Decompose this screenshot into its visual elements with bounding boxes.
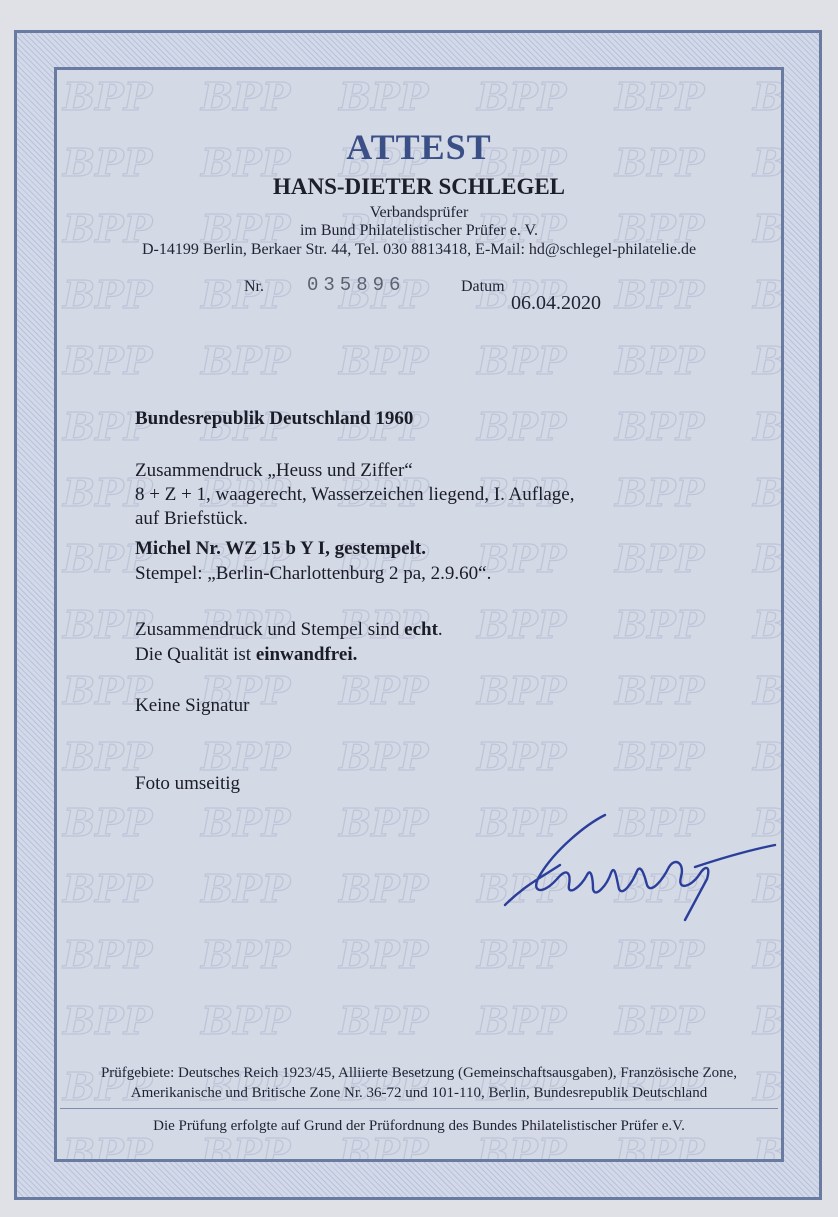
- certificate-number-label: Nr.: [244, 278, 264, 295]
- description-line-3: auf Briefstück.: [135, 508, 248, 529]
- certificate-title: ATTEST: [346, 127, 492, 167]
- date-value: 06.04.2020: [511, 292, 601, 314]
- certificate-number: 035896: [307, 274, 406, 296]
- signature-icon: [485, 805, 785, 925]
- examiner-role: Verbandsprüfer: [369, 204, 469, 221]
- examination-areas-line-1: Prüfgebiete: Deutsches Reich 1923/45, Alliierte Besetzung (Gemeinschaftsausgaben), Französische Zone,: [100, 1065, 738, 1081]
- signature-note: Keine Signatur: [135, 695, 250, 716]
- stamp-issue-heading: Bundesrepublik Deutschland 1960: [135, 408, 414, 429]
- examiner-name: HANS-DIETER SCHLEGEL: [272, 174, 566, 199]
- examination-areas-line-2: Amerikanische und Britische Zone Nr. 36-72 und 101-110, Berlin, Bundesrepublik Deutschland: [130, 1085, 708, 1101]
- verdict-text: Zusammendruck und Stempel sind: [135, 619, 405, 640]
- description-line-1: Zusammendruck „Heuss und Ziffer“: [135, 460, 413, 481]
- postmark-line: Stempel: „Berlin-Charlottenburg 2 pa, 2.9.60“.: [135, 563, 492, 584]
- quality-text: Die Qualität ist: [135, 644, 256, 665]
- regulation-note: Die Prüfung erfolgte auf Grund der Prüfordnung des Bundes Philatelistischer Prüfer e.V.: [153, 1118, 685, 1134]
- description-line-2: 8 + Z + 1, waagerecht, Wasserzeichen liegend, I. Auflage,: [135, 484, 575, 505]
- date-label: Datum: [461, 278, 505, 295]
- examiner-address: D-14199 Berlin, Berkaer Str. 44, Tel. 030 8813418, E-Mail: hd@schlegel-philatelie.de: [141, 241, 697, 258]
- verdict-line: [135, 619, 443, 641]
- michel-number: Michel Nr. WZ 15 b Y I, gestempelt.: [135, 538, 426, 559]
- verdict-end: .: [437, 619, 443, 640]
- quality-line: [135, 644, 357, 666]
- quality-emphasis: einwandfrei.: [255, 644, 358, 665]
- photo-note: Foto umseitig: [135, 773, 241, 794]
- verdict-emphasis: echt: [404, 619, 438, 640]
- examiner-association: im Bund Philatelistischer Prüfer e. V.: [299, 222, 539, 239]
- footer-divider: [60, 1108, 778, 1109]
